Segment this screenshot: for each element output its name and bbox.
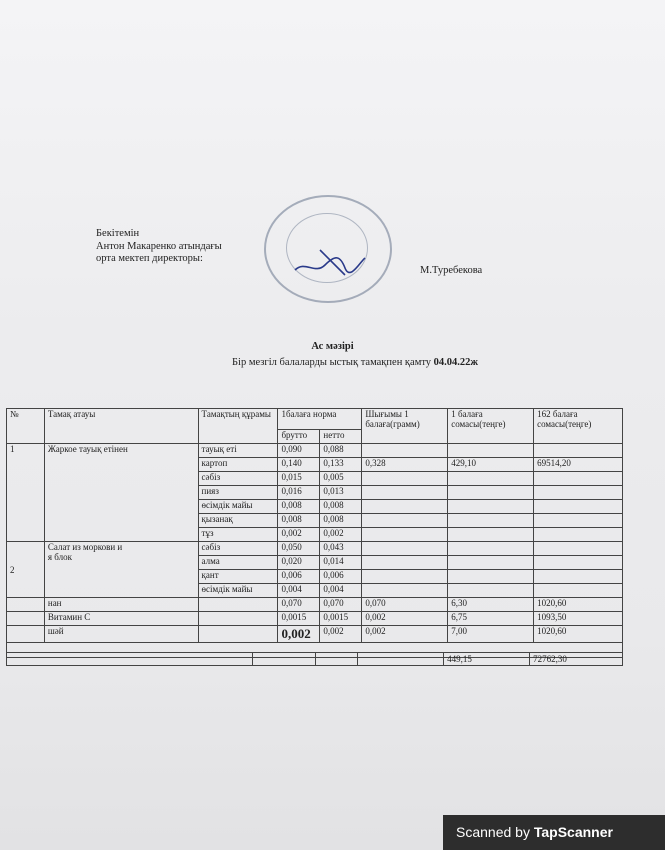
- netto: 0,002: [320, 528, 362, 542]
- page-subtitle: [232, 357, 478, 368]
- sum1: [448, 444, 534, 458]
- ingredient: өсімдік майы: [198, 500, 278, 514]
- netto: 0,070: [320, 598, 362, 612]
- approval-line-3: орта мектеп директоры:: [96, 253, 203, 264]
- table-header-row: [7, 409, 623, 430]
- netto: 0,088: [320, 444, 362, 458]
- table-row: [7, 626, 623, 643]
- total-sum162: 72762,30: [530, 653, 623, 666]
- brutto: 0,0015: [278, 612, 320, 626]
- dish-num: 2: [7, 542, 45, 598]
- watermark-prefix: Scanned by: [456, 824, 534, 840]
- yield: 0,002: [362, 626, 448, 643]
- total-sum1: 449,15: [444, 653, 530, 666]
- brutto: 0,090: [278, 444, 320, 458]
- watermark-brand: TapScanner: [533, 824, 613, 840]
- yield: [362, 444, 448, 458]
- dish-num: 1: [7, 444, 45, 542]
- table-row: [7, 612, 623, 626]
- sum162: [534, 444, 623, 458]
- ingredient: тауық еті: [198, 444, 278, 458]
- brutto: 0,070: [278, 598, 320, 612]
- menu-date: 04.04.22ж: [433, 357, 479, 368]
- dish-name: [44, 542, 198, 598]
- yield: 0,328: [362, 458, 448, 472]
- ingredient: сәбіз: [198, 472, 278, 486]
- netto: 0,008: [320, 500, 362, 514]
- header-composition: Тамақтың құрамы: [198, 409, 278, 444]
- ingredient: тұз: [198, 528, 278, 542]
- brutto: 0,140: [278, 458, 320, 472]
- scanner-watermark: [443, 815, 665, 850]
- brutto: 0,002: [278, 626, 320, 643]
- sum162: 69514,20: [534, 458, 623, 472]
- dish-name-line-1: Салат из моркови и: [47, 542, 123, 552]
- table-row: [7, 598, 623, 612]
- brutto: 0,008: [278, 514, 320, 528]
- netto: 0,005: [320, 472, 362, 486]
- sum1: 6,30: [448, 598, 534, 612]
- ingredient: картоп: [198, 458, 278, 472]
- sum1: 7,00: [448, 626, 534, 643]
- approval-line-1: Бекітемін: [96, 228, 140, 239]
- brutto: 0,015: [278, 472, 320, 486]
- subtitle-text: Бір мезгіл балаларды ыстық тамақпен қамту: [232, 357, 432, 368]
- ingredient: қызанақ: [198, 514, 278, 528]
- ingredient: пияз: [198, 486, 278, 500]
- page-title: Ас мәзірі: [311, 341, 354, 352]
- header-netto: нетто: [320, 430, 362, 444]
- header-name: Тамақ атауы: [44, 409, 198, 444]
- brutto: 0,006: [278, 570, 320, 584]
- ingredient: алма: [198, 556, 278, 570]
- sum162: 1020,60: [534, 598, 623, 612]
- director-signature: [290, 240, 370, 280]
- header-yield: Шығымы 1 балаға(грамм): [362, 409, 448, 444]
- brutto: 0,020: [278, 556, 320, 570]
- header-num: №: [7, 409, 45, 444]
- netto: 0,0015: [320, 612, 362, 626]
- brutto: 0,008: [278, 500, 320, 514]
- sum1: 6,75: [448, 612, 534, 626]
- extra-name: Витамин С: [44, 612, 198, 626]
- approval-block: [96, 228, 222, 266]
- yield: 0,070: [362, 598, 448, 612]
- approval-line-2: Антон Макаренко атындағы: [96, 240, 222, 252]
- brutto: 0,050: [278, 542, 320, 556]
- sum162: 1020,60: [534, 626, 623, 643]
- header-norm: 1балаға норма: [278, 409, 362, 430]
- brutto: 0,004: [278, 584, 320, 598]
- table-row: [7, 542, 623, 556]
- sum1: 429,10: [448, 458, 534, 472]
- ingredient: өсімдік майы: [198, 584, 278, 598]
- netto: 0,043: [320, 542, 362, 556]
- header-brutto: брутто: [278, 430, 320, 444]
- netto: 0,008: [320, 514, 362, 528]
- header-sum1: 1 балаға сомасы(теңге): [448, 409, 534, 444]
- brutto: 0,016: [278, 486, 320, 500]
- netto: 0,013: [320, 486, 362, 500]
- sum162: 1093,50: [534, 612, 623, 626]
- netto: 0,004: [320, 584, 362, 598]
- brutto: 0,002: [278, 528, 320, 542]
- dish-name: Жаркое тауық етінен: [44, 444, 198, 542]
- netto: 0,133: [320, 458, 362, 472]
- netto: 0,002: [320, 626, 362, 643]
- ingredient: қант: [198, 570, 278, 584]
- menu-table: [6, 408, 623, 658]
- extra-name: нан: [44, 598, 198, 612]
- dish-name-line-2: я блок: [47, 552, 72, 562]
- netto: 0,006: [320, 570, 362, 584]
- extra-name: шәй: [44, 626, 198, 643]
- header-sum162: 162 балаға сомасы(теңге): [534, 409, 623, 444]
- ingredient: сәбіз: [198, 542, 278, 556]
- yield: 0,002: [362, 612, 448, 626]
- table-row: [7, 444, 623, 458]
- netto: 0,014: [320, 556, 362, 570]
- director-name: М.Туребекова: [420, 265, 483, 276]
- totals-row: [6, 652, 623, 666]
